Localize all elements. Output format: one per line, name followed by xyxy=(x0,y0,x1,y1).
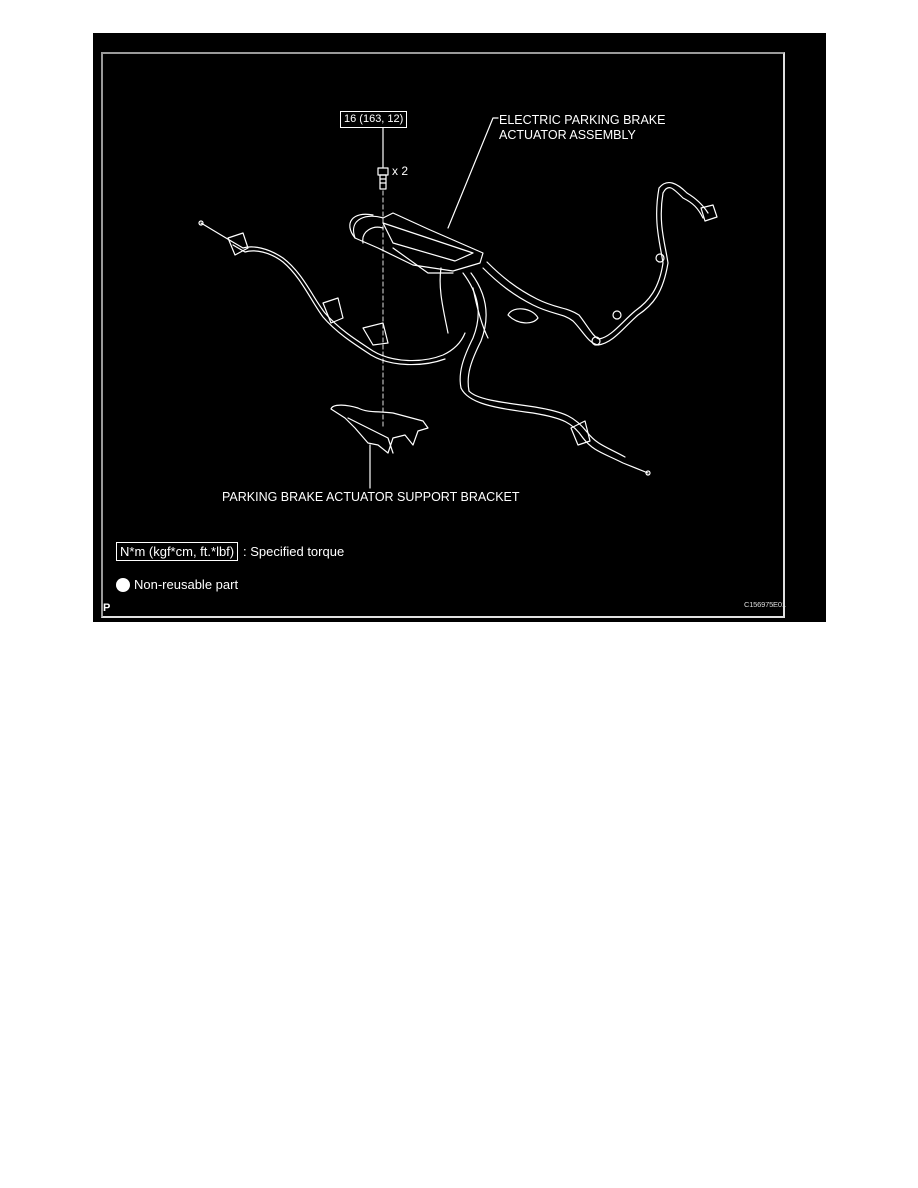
actuator-callout-line1: ELECTRIC PARKING BRAKE xyxy=(499,113,666,127)
support-bracket xyxy=(331,405,428,453)
legend-nonreusable-label: Non-reusable part xyxy=(134,577,239,592)
corner-letter: P xyxy=(103,602,111,614)
actuator-leader-line xyxy=(448,118,498,228)
actuator-callout-line2: ACTUATOR ASSEMBLY xyxy=(499,128,636,142)
right-harness xyxy=(473,183,717,345)
diagram-panel xyxy=(93,33,826,622)
legend-torque-label: : Specified torque xyxy=(243,544,345,559)
bracket-callout: PARKING BRAKE ACTUATOR SUPPORT BRACKET xyxy=(222,490,520,504)
parking-brake-exploded-drawing xyxy=(93,33,826,622)
actuator-body xyxy=(350,213,483,273)
figure-code: C156975E01 xyxy=(744,600,786,609)
left-cable xyxy=(199,221,465,365)
legend-torque-unit-box: N*m (kgf*cm, ft.*lbf) xyxy=(116,542,238,561)
center-harness xyxy=(440,268,650,475)
torque-spec-box: 16 (163, 12) xyxy=(340,111,407,128)
bolt-quantity: x 2 xyxy=(392,164,409,178)
nonreusable-dot-icon xyxy=(116,578,130,592)
bolt-icon xyxy=(378,168,388,189)
